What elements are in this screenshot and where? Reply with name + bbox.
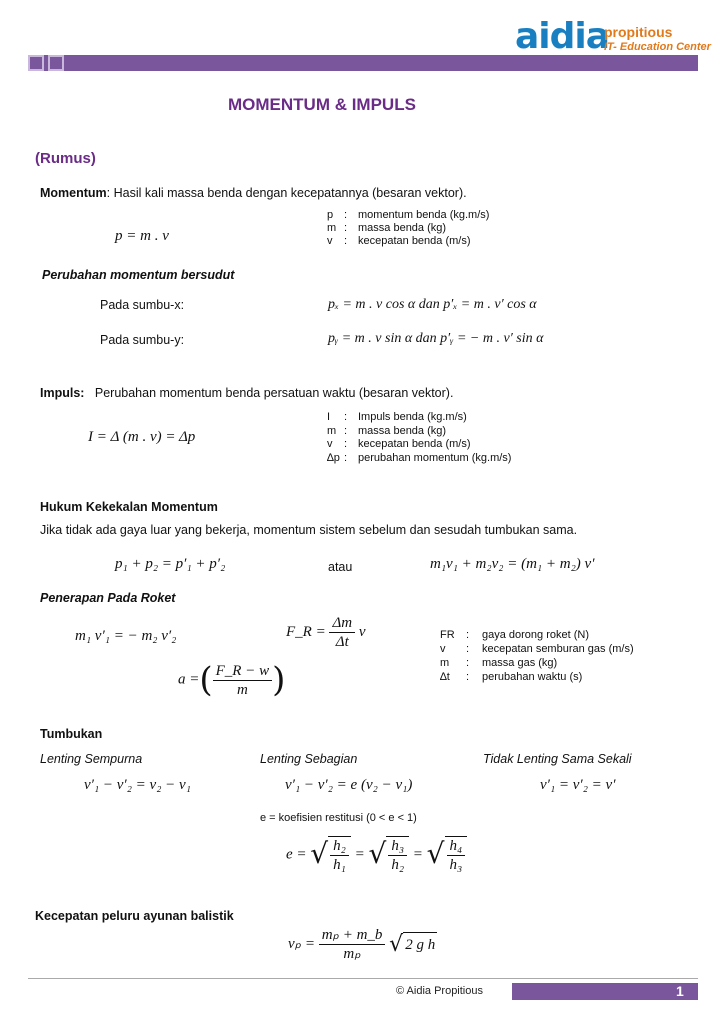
legend-row: ∆t : perubahan waktu (s)	[440, 671, 583, 683]
legend-row: m : massa benda (kg)	[327, 222, 447, 234]
partial-formula: v′₁ − v′₂ = e (v₂ − v₁)	[285, 777, 413, 793]
conservation-heading: Hukum Kekekalan Momentum	[40, 500, 218, 514]
momentum-desc: : Hasil kali massa benda dengan kecepatannya (besaran vektor).	[106, 186, 467, 200]
impuls-label: Impuls:	[40, 386, 85, 400]
elastic-formula: v′₁ − v′₂ = v₂ − v₁	[84, 777, 191, 793]
page-number-bar	[512, 983, 698, 1000]
footer-line	[28, 978, 698, 979]
ballistic-heading: Kecepatan peluru ayunan balistik	[35, 909, 234, 923]
y-axis-formula: pᵧ = m . v sin α dan p′ᵧ = − m . v′ sin α	[328, 331, 544, 346]
conservation-formula-1: p₁ + p₂ = p′₁ + p′₂	[115, 556, 226, 572]
momentum-line	[40, 186, 467, 200]
angular-heading: Perubahan momentum bersudut	[42, 268, 235, 282]
legend-row: p : momentum benda (kg.m/s)	[327, 209, 490, 221]
logo-aidia: aidia	[515, 16, 610, 57]
thrust-formula: F_R = $\frac{\Delta m}{\Delta t}$ v	[286, 615, 366, 650]
conservation-formula-2: m₁v₁ + m₂v₂ = (m₁ + m₂) v′	[430, 556, 595, 572]
impuls-formula: I = Δ (m . v) = Δp	[88, 429, 196, 445]
footer-brand: © Aidia Propitious	[396, 985, 483, 997]
logo-it-education: IT- Education Center	[604, 41, 711, 53]
inelastic-formula: v′₁ = v′₂ = v′	[540, 777, 616, 793]
header-bar	[28, 55, 698, 71]
legend-row: v : kecepatan benda (m/s)	[327, 438, 471, 450]
collision-heading: Tumbukan	[40, 727, 103, 741]
acceleration-formula: a =( $\frac{F\_R - w}{m}$ )	[178, 660, 286, 700]
page-number: 1	[676, 983, 684, 999]
section-rumus: (Rumus)	[35, 150, 96, 167]
legend-row: FR : gaya dorong roket (N)	[440, 629, 589, 641]
momentum-formula: p = m . v	[115, 228, 169, 244]
rocket-heading: Penerapan Pada Roket	[40, 591, 176, 605]
header-decoration	[28, 55, 64, 71]
momentum-label: Momentum	[40, 186, 107, 200]
y-axis-label: Pada sumbu-y:	[100, 333, 185, 347]
partial-label: Lenting Sebagian	[260, 752, 358, 766]
rocket-formula-1: m₁ v′₁ = − m₂ v′₂	[75, 628, 177, 644]
inelastic-label: Tidak Lenting Sama Sekali	[483, 752, 632, 766]
rocket-legend	[440, 628, 634, 684]
impuls-line	[40, 386, 453, 400]
impuls-desc: Perubahan momentum benda persatuan waktu (besaran vektor).	[94, 386, 454, 400]
legend-row: ∆p : perubahan momentum (kg.m/s)	[327, 451, 512, 464]
legend-row: v : kecepatan semburan gas (m/s)	[440, 643, 634, 655]
page-title: MOMENTUM & IMPULS	[228, 95, 416, 114]
conservation-desc: Jika tidak ada gaya luar yang bekerja, momentum sistem sebelum dan sesudah tumbukan sama.	[40, 523, 578, 537]
impuls-legend	[327, 411, 511, 465]
x-axis-formula: pₓ = m . v cos α dan p′ₓ = m . v′ cos α	[328, 297, 537, 312]
legend-row: I : Impuls benda (kg.m/s)	[327, 411, 467, 423]
legend-row: m : massa benda (kg)	[327, 424, 447, 437]
momentum-legend	[327, 209, 489, 248]
atau-text: atau	[328, 560, 353, 574]
legend-row: m : massa gas (kg)	[440, 657, 558, 669]
x-axis-label: Pada sumbu-x:	[100, 298, 185, 312]
restitution-formula: e = √ $\frac{\text{h₂}}{\text{h₁}}$ = √ $\frac{\text{h₃}}{\text{h₂}}$ = √ $\frac{\text{h₄}}{\text{h₃}}$	[286, 836, 467, 874]
logo-propitious: propitious	[604, 24, 673, 40]
restitution-note: e = koefisien restitusi (0 < e < 1)	[260, 812, 417, 824]
elastic-label: Lenting Sempurna	[40, 752, 143, 766]
ballistic-formula: vₚ = $\frac{\text{mₚ + m\_b}}{\text{mₚ}}$ √ 2 g h	[288, 927, 436, 962]
legend-row: v : kecepatan benda (m/s)	[327, 235, 471, 247]
